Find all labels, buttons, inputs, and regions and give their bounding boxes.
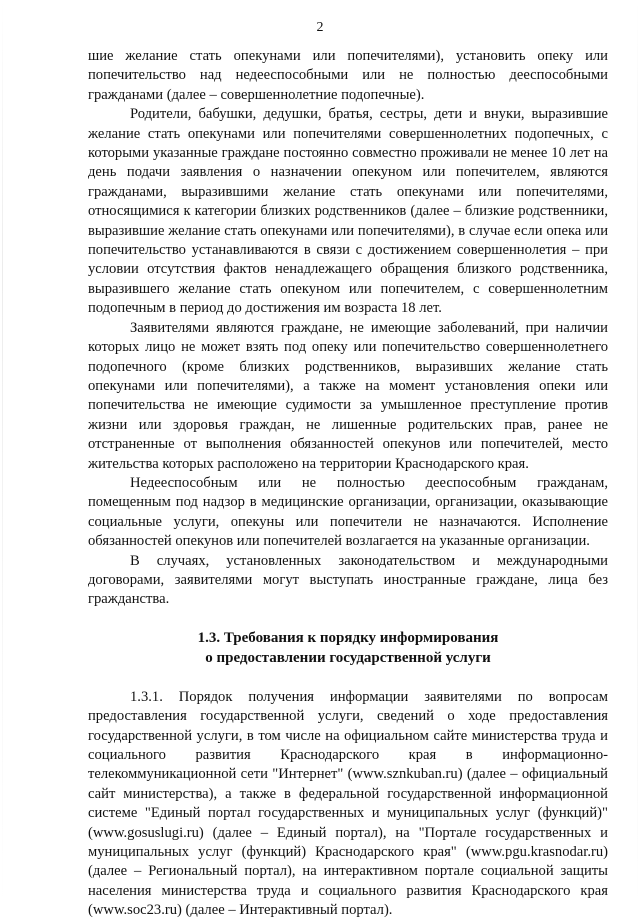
- section-heading-line-2: о предоставлении государственной услуги: [205, 649, 491, 666]
- scan-edge-right: [637, 0, 638, 905]
- scan-edge-left: [2, 0, 3, 905]
- paragraph-applicants: Заявителями являются граждане, не имеющие заболеваний, при наличии которых лицо не может взять под опеку или попечительство совершеннолетнего подопечного (кроме близких родственников, выразивших желание стать опекунами или попечителями), а также на момент установления опеки или попечительства не имеющие судимости за умышленное преступление против жизни или здоровья граждан, не лишенные родительских прав, ранее не отстраненные от выполнения обязанностей опекунов или попечителей, место жительства которых расположено на территории Краснодарского края.: [88, 319, 608, 472]
- document-body: [88, 47, 608, 921]
- paragraph-incapacitated: Недееспособным или не полностью дееспособным гражданам, помещенным под надзор в медицинские организации, организации, оказывающие социальные услуги, опекуны или попечители не назначаются. Исполнение обязанностей опекунов или попечителей возлагается на указанные организации.: [88, 474, 608, 550]
- paragraph-foreign-citizens: В случаях, установленных законодательством и международными договорами, заявителями могут выступать иностранные граждане, лица без гражданства.: [88, 552, 608, 608]
- paragraph-close-relatives: Родители, бабушки, дедушки, братья, сестры, дети и внуки, выразившие желание стать опекунами или попечителями совершеннолетних подопечных, с которыми указанные граждане постоянно совместно проживали не менее 10 лет на день подачи заявления о назначении опекуном или попечителем, являются гражданами, выразившими желание стать опекунами или попечителями, относящимися к категории близких родственников (далее – близкие родственники, выразившие желание стать опекунами или попечителями), в случае если опека или попечительство устанавливаются в связи с достижением совершеннолетия – при условии отсутствия фактов ненадлежащего обращения близкого родственника, выразившего желание стать опекуном или попечителем, с совершеннолетним подопечным в период до достижения им возраста 18 лет.: [88, 106, 608, 317]
- section-heading: [88, 628, 608, 668]
- paragraph-1-3-1: 1.3.1. Порядок получения информации заявителями по вопросам предоставления государственной услуги, сведений о ходе предоставления государственной услуги, в том числе на официальном сайте министерства труда и социального развития Краснодарского края в информационно-телекоммуникационной сети "Интернет" (www.sznkuban.ru) (далее – официальный сайт министерства), а также в федеральной государственной информационной системе "Единый портал государственных и муниципальных услуг (функций)" (www.gosuslugi.ru) (далее – Единый портал), на "Портале государственных и муниципальных услуг (функций) Краснодарского края" (www.pgu.krasnodar.ru) (далее – Региональный портал), на интерактивном портале социальной защиты населения министерства труда и социального развития Краснодарского края (www.soc23.ru) (далее – Интерактивный портал).: [88, 688, 608, 919]
- paragraph-continuation: шие желание стать опекунами или попечителями), установить опеку или попечительство над недееспособными или не полностью дееспособными гражданами (далее – совершеннолетние подопечные).: [88, 48, 608, 103]
- page-number: 2: [316, 20, 324, 35]
- section-heading-line-1: 1.3. Требования к порядку информирования: [197, 629, 499, 646]
